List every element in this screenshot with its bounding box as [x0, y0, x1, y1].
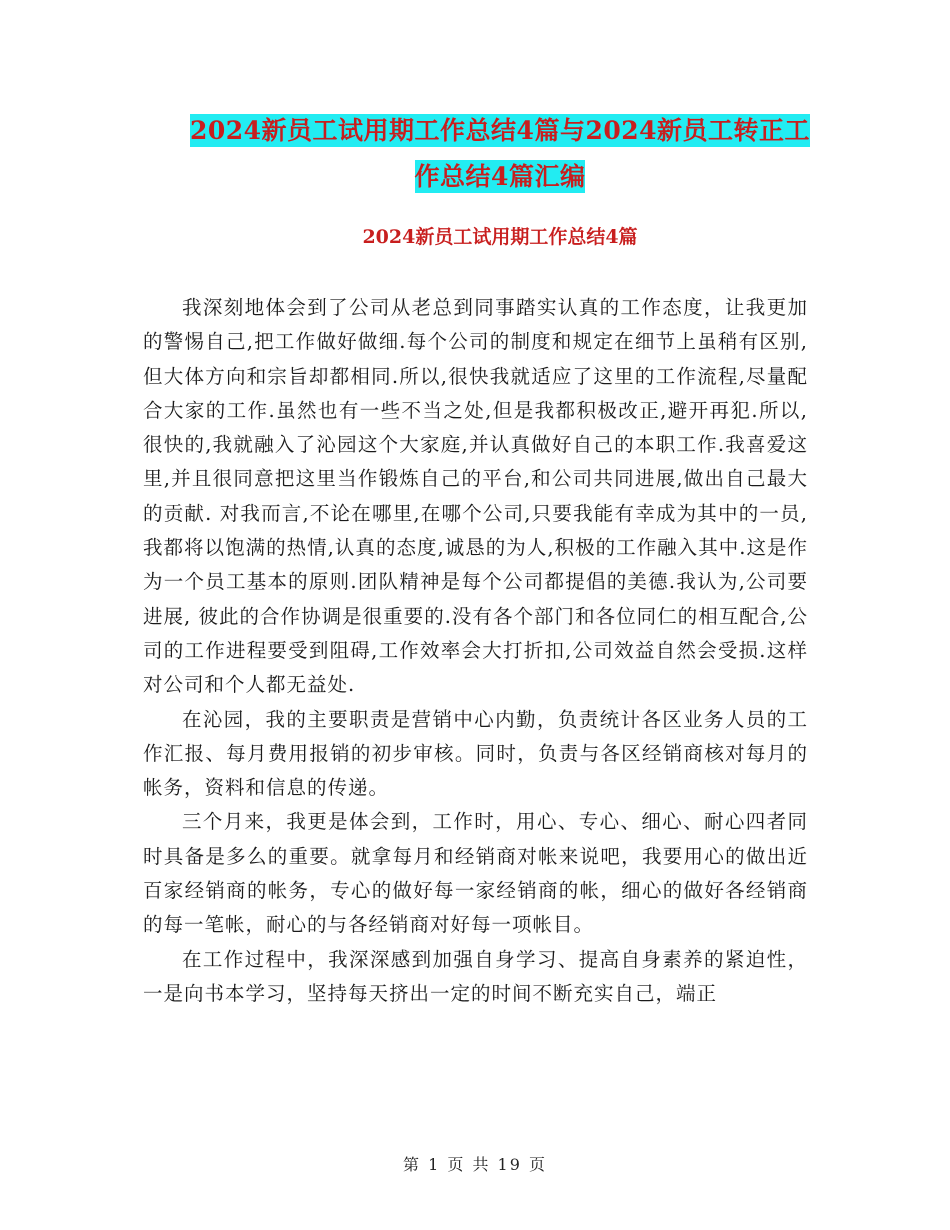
document-title [140, 108, 860, 200]
page-number-footer: 第 1 页 共 19 页 [403, 1155, 547, 1174]
body-paragraph: 在沁园，我的主要职责是营销中心内勤，负责统计各区业务人员的工作汇报、每月费用报销的初步审核。同时，负责与各区经销商核对每月的帐务，资料和信息的传递。 [143, 707, 808, 800]
body-paragraph: 在工作过程中，我深深感到加强自身学习、提高自身素养的紧迫性，一是向书本学习，坚持每天挤出一定的时间不断充实自己，端正 [143, 947, 808, 1005]
document-title-line-2: 作总结4篇汇编 [414, 162, 586, 191]
body-paragraph: 三个月来，我更是体会到，工作时，用心、专心、细心、耐心四者同时具备是多么的重要。就拿每月和经销商对帐来说吧，我要用心的做出近百家经销商的帐务，专心的做好每一家经销商的帐，细心的做好各经销商的每一笔帐，耐心的与各经销商对好每一项帐目。 [143, 810, 808, 937]
section-heading: 2024新员工试用期工作总结4篇 [362, 226, 638, 248]
document-body [143, 291, 808, 1011]
document-title-line-1: 2024新员工试用期工作总结4篇与2024新员工转正工 [189, 116, 811, 145]
body-paragraph: 我深刻地体会到了公司从老总到同事踏实认真的工作态度，让我更加的警惕自己,把工作做好做细.每个公司的制度和规定在细节上虽稍有区别,但大体方向和宗旨却都相同.所以,很快我就适应了这里的工作流程,尽量配合大家的工作.虽然也有一些不当之处,但是我都积极改正,避开再犯.所以,很快的,我就融入了沁园这个大家庭,并认真做好自己的本职工作.我喜爱这里,并且很同意把这里当作锻炼自己的平台,和公司共同进展,做出自己最大的贡献. 对我而言,不论在哪里,在哪个公司,只要我能有幸成为其中的一员,我都将以饱满的热情,认真的态度,诚恳的为人,积极的工作融入其中.这是作为一个员工基本的原则.团队精神是每个公司都提倡的美德.我认为,公司要进展, 彼此的合作协调是很重要的.没有各个部门和各位同仁的相互配合,公司的工作进程要受到阻碍,工作效率会大打折扣,公司效益自然会受损.这样对公司和个人都无益处. [143, 296, 808, 697]
